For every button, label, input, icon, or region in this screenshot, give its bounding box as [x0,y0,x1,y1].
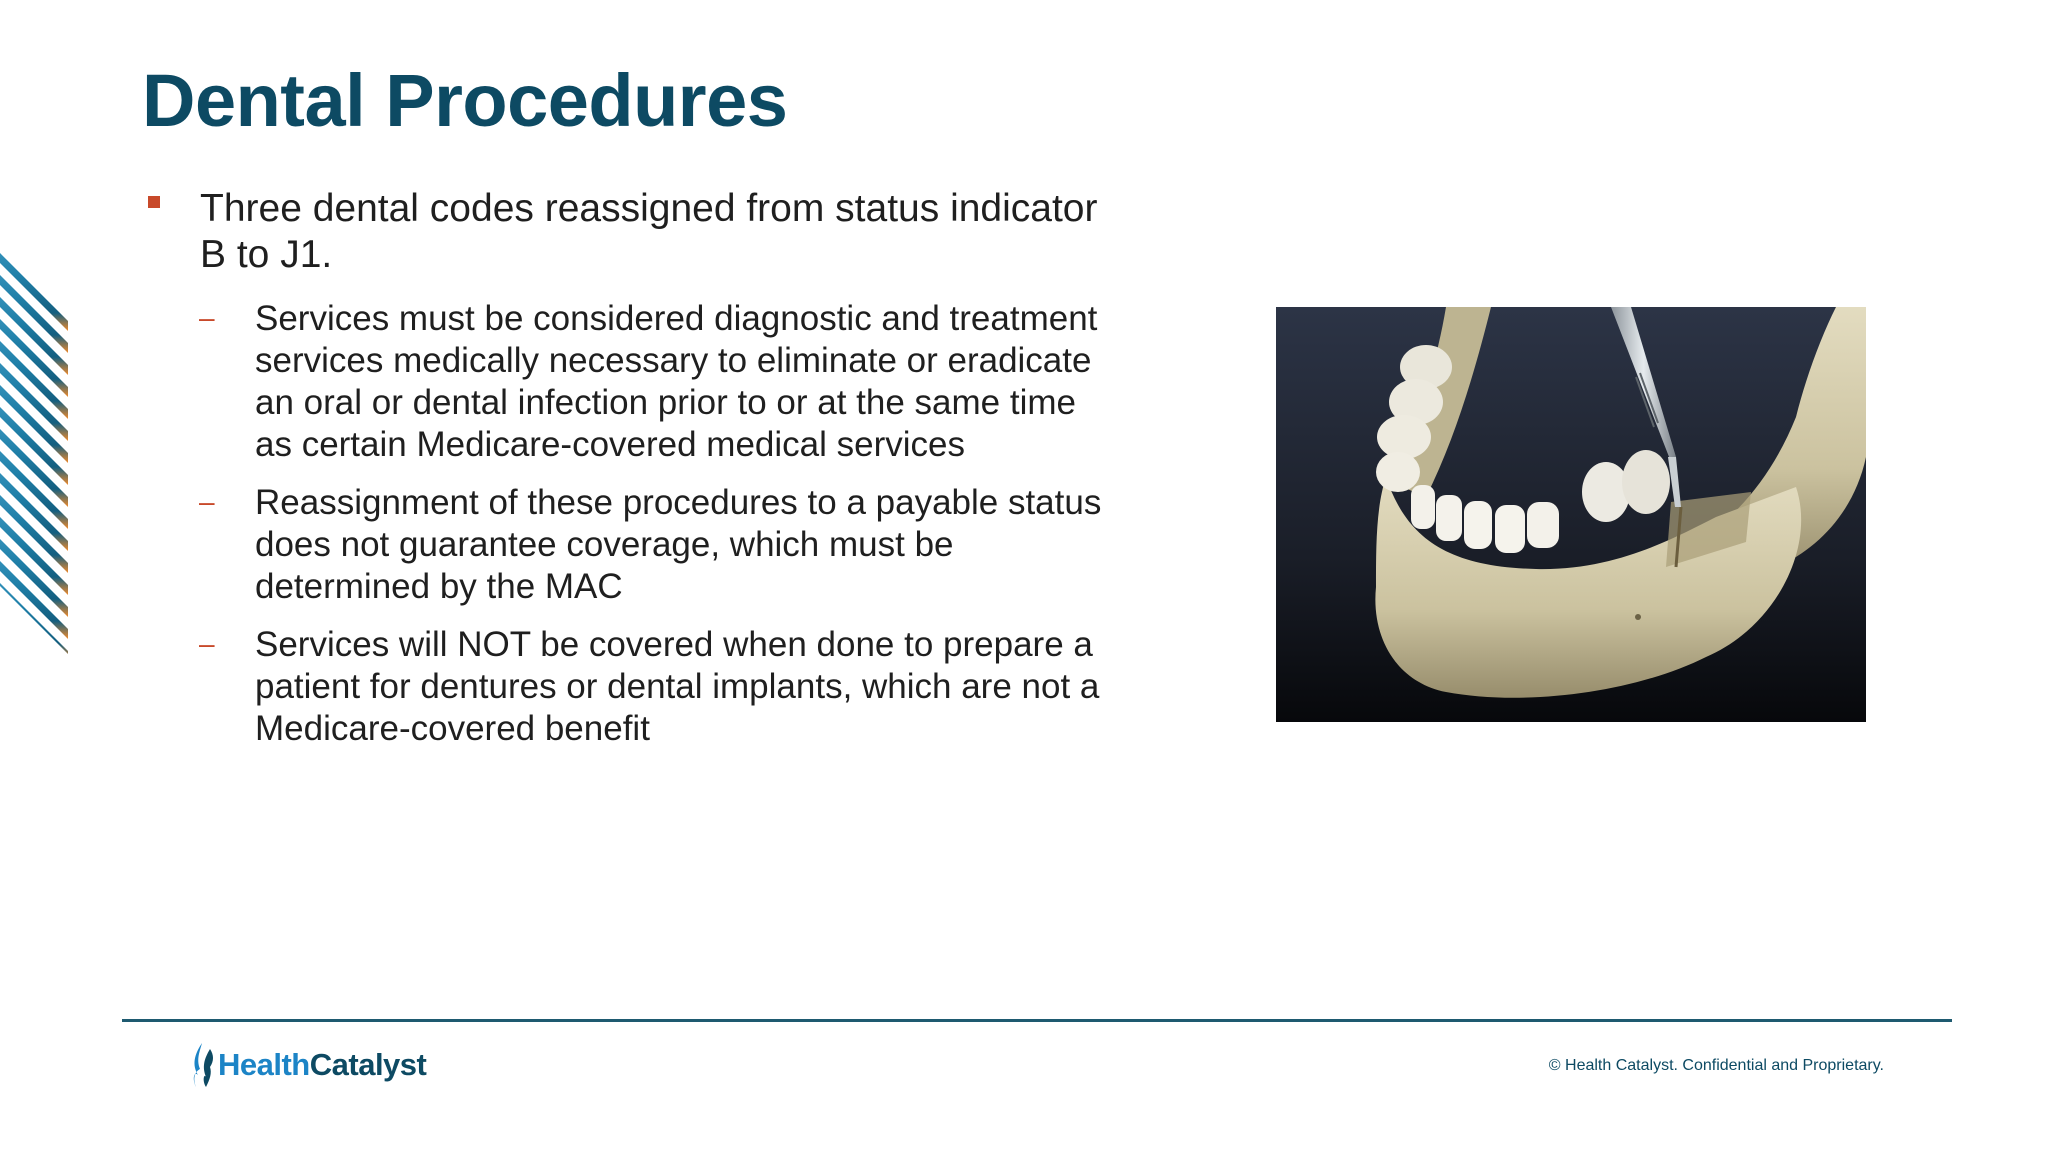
sub-bullet-text: Services must be considered diagnostic and treatment services medically necessary to eliminate or eradicate an oral or dental infection prior to or at the same time as certain Medicare-covered medical services [255,299,1098,464]
sub-bullet-item [142,624,1102,750]
main-bullet [142,186,1102,278]
jaw-illustration [1276,307,1866,722]
sub-bullet-text: Reassignment of these procedures to a payable status does not guarantee coverage, which must be determined by the MAC [255,483,1102,606]
logo-wordmark [218,1047,426,1083]
footer-divider [122,1019,1952,1022]
decorative-stripes [0,218,68,654]
sub-bullet-text: Services will NOT be covered when done to prepare a patient for dentures or dental implants, which are not a Medicare-covered benefit [255,625,1100,748]
dash-bullet-icon: – [199,486,215,517]
company-logo [190,1042,426,1088]
slide-content [142,186,1102,766]
flame-logo-icon [190,1043,216,1087]
logo-wordmark-health: Health [218,1047,310,1082]
sub-bullet-item [142,298,1102,466]
main-bullet-text: Three dental codes reassigned from status indicator B to J1. [200,187,1098,276]
slide-title: Dental Procedures [142,59,788,142]
square-bullet-icon [148,196,160,208]
sub-bullet-list [142,298,1102,750]
logo-wordmark-catalyst: Catalyst [309,1047,427,1082]
dash-bullet-icon: – [199,628,215,659]
dash-bullet-icon: – [199,302,215,333]
sub-bullet-item [142,482,1102,608]
copyright-notice: © Health Catalyst. Confidential and Proprietary. [1548,1057,1884,1074]
